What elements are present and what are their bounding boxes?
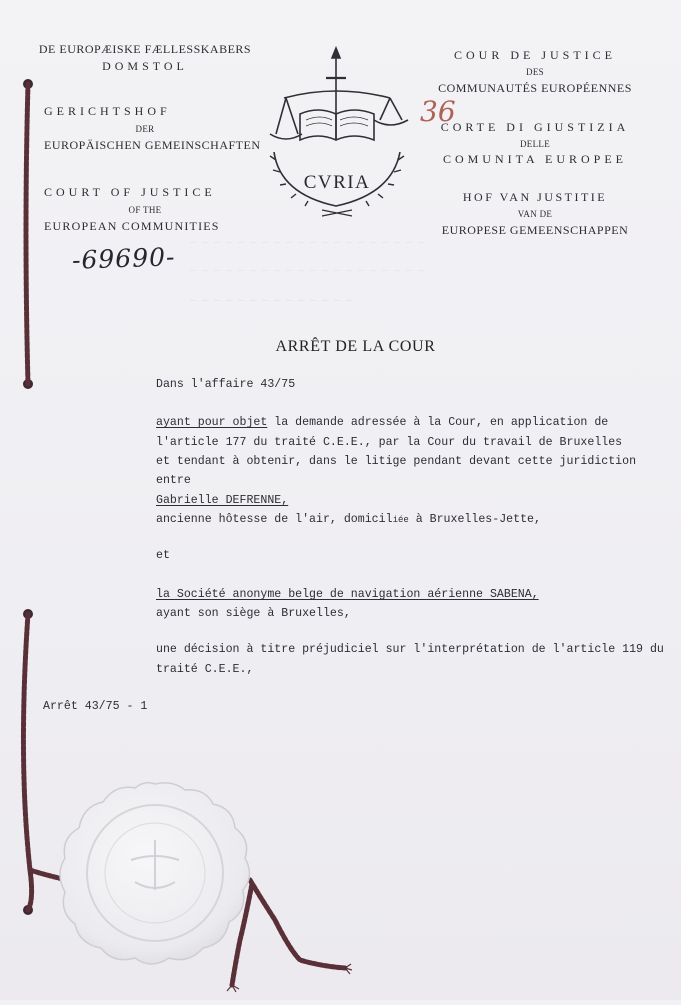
party2-description: ayant son siège à Bruxelles, xyxy=(156,607,351,620)
party1-desc-c: à Bruxelles-Jette, xyxy=(408,513,541,526)
and-line: et xyxy=(156,549,170,562)
page-reference: Arrêt 43/75 - 1 xyxy=(43,700,148,713)
handwritten-page-number: 36 xyxy=(420,95,456,128)
header-en-line1: COURT OF JUSTICE xyxy=(44,185,216,199)
header-it-line3: COMUNITA EUROPEE xyxy=(442,152,628,166)
seal-icon xyxy=(55,778,255,968)
header-de-line2: DER xyxy=(135,124,155,134)
body-line-3: et tendant à obtenir, dans le litige pendant devant cette juridiction xyxy=(156,455,637,468)
header-fr-line3: COMMUNAUTÉS EUROPÉENNES xyxy=(438,81,632,95)
party1-name: Gabrielle DEFRENNE, xyxy=(156,494,289,507)
header-nl-line1: HOF VAN JUSTITIE xyxy=(462,190,608,204)
emblem-text: CVRIA xyxy=(303,172,371,193)
header-en-line2: OF THE xyxy=(128,205,162,215)
header-nl-line3: EUROPESE GEMEENSCHAPPEN xyxy=(441,223,629,237)
object-label: ayant pour objet xyxy=(156,416,268,429)
body-line-2: l'article 177 du traité C.E.E., par la Cour du travail de Bruxelles xyxy=(156,436,623,449)
handwritten-number: -69690- xyxy=(71,242,176,275)
case-line: Dans l'affaire 43/75 xyxy=(156,378,296,391)
body-line-4: entre xyxy=(156,474,191,487)
party1-description xyxy=(156,513,541,526)
header-it-line1: CORTE DI GIUSTIZIA xyxy=(440,120,630,134)
bleed-through-text: — — — — — — — — — — — — — — — — — — — — xyxy=(190,238,425,249)
object-rest: la demande adressée à la Cour, en application de xyxy=(267,416,609,429)
header-fr-line2: DES xyxy=(526,67,544,77)
curia-emblem xyxy=(262,44,422,224)
decision-line-2: traité C.E.E., xyxy=(156,663,254,676)
bleed-through-text: — — — — — — — — — — — — — — — — — — — — xyxy=(190,266,425,277)
page-title: ARRÊT DE LA COUR xyxy=(275,338,436,355)
bleed-through-text: — — — — — — — — — — — — — — xyxy=(190,296,353,307)
header-en-line3: EUROPEAN COMMUNITIES xyxy=(44,219,220,233)
embossed-seal xyxy=(55,778,255,968)
party1-desc-insert: iée xyxy=(392,515,409,525)
header-nl-line2: VAN DE xyxy=(517,209,553,219)
header-it-line2: DELLE xyxy=(520,139,550,149)
decision-line-1: une décision à titre préjudiciel sur l'interprétation de l'article 119 du xyxy=(156,643,664,656)
party1-desc-a: ancienne hôtesse de l'air, domicil xyxy=(156,513,393,526)
header-da-line1: DE EUROPÆISKE FÆLLESSKABERS xyxy=(38,42,252,56)
header-fr-line1: COUR DE JUSTICE xyxy=(453,48,616,62)
header-de-line1: GERICHTSHOF xyxy=(44,104,171,118)
header-de-line3: EUROPÄISCHEN GEMEINSCHAFTEN xyxy=(44,138,261,152)
object-line xyxy=(156,416,608,429)
party2-name: la Société anonyme belge de navigation aérienne SABENA, xyxy=(156,588,539,601)
scales-of-justice-icon xyxy=(262,44,422,224)
header-da-line2: DOMSTOL xyxy=(102,59,188,73)
